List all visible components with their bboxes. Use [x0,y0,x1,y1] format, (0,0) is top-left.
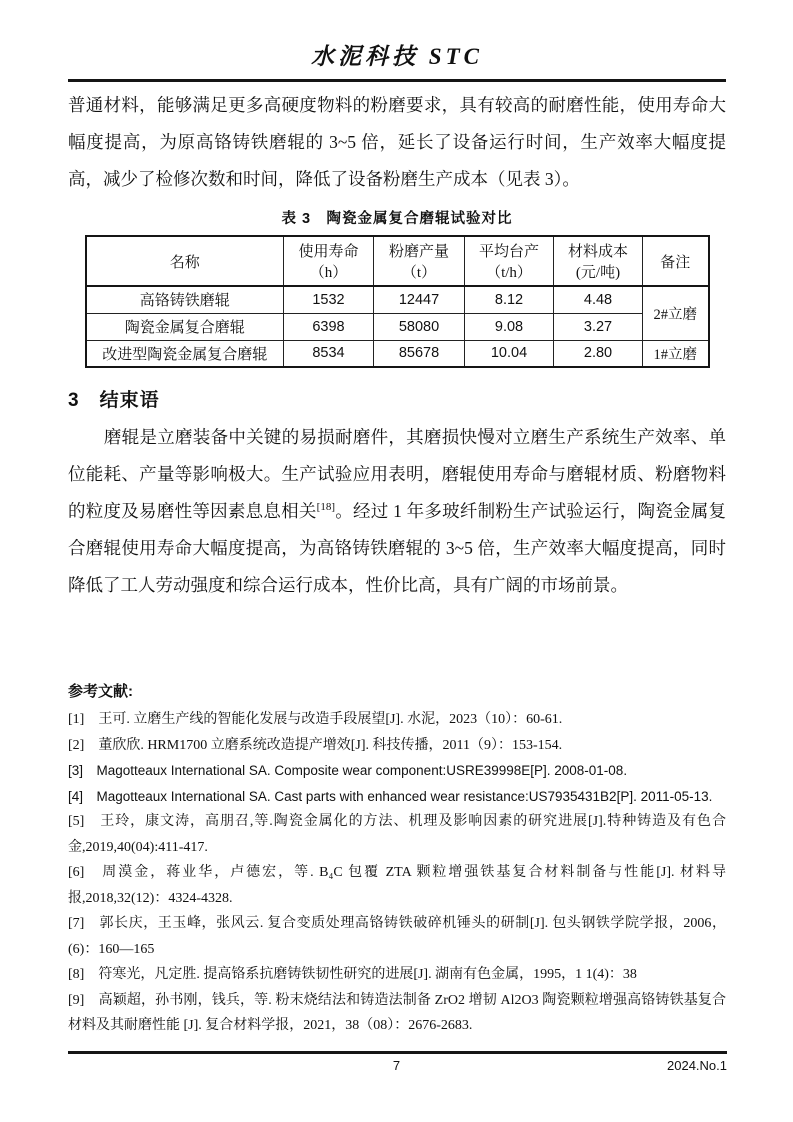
col-header-unit: （h） [309,265,348,281]
conclusion-paragraph [68,419,726,604]
cell-cost: 3.27 [554,313,643,340]
footer-rule [68,1051,727,1054]
cell-name: 改进型陶瓷金属复合磨辊 [86,340,284,367]
cell-life: 6398 [284,313,374,340]
cell-name: 高铬铸铁磨辊 [86,286,284,313]
table-header-row [86,236,709,286]
col-header-text: 使用寿命 [298,244,359,260]
cell-name: 陶瓷金属复合磨辊 [86,313,284,340]
reference-item: [9] 高颖超，孙书刚，钱兵，等. 粉末烧结法和铸造法制备 ZrO2 增韧 Al2O3 陶瓷颗粒增强高铬铸铁基复合材料及其耐磨性能 [J]. 复合材料学报，2021，38（08）：2676-2683. [68,992,726,1033]
journal-title: 水泥科技 STC [311,44,483,69]
reference-item: [8] 符寒光，凡定胜. 提高铬系抗磨铸铁韧性研究的进展[J]. 湖南有色金属，1995，1 1(4)：38 [68,967,637,982]
reference-item: [4] Magotteaux International SA. Cast parts with enhanced wear resistance:US7935431B2[P]. 2011-05-13. [68,788,713,804]
footer-issue-label: 2024.No.1 [667,1058,727,1073]
cell-life: 8534 [284,340,374,367]
col-header-life [284,236,374,286]
citation-superscript: [18] [316,501,335,514]
references-section [68,680,726,1039]
footer-page-number: 7 [392,1058,401,1073]
col-header-text: 备注 [660,254,691,271]
col-header-note [643,236,709,286]
cell-output: 12447 [374,286,465,313]
reference-item: [5] 王玲，康文涛，高朋召,等.陶瓷金属化的方法、机理及影响因素的研究进展[J].特种铸造及有色合金,2019,40(04):411-417. [68,814,726,855]
cell-output: 58080 [374,313,465,340]
reference-item: [1] 王可. 立磨生产线的智能化发展与改造手段展望[J]. 水泥，2023（10）：60-61. [68,712,563,727]
col-header-text: 粉磨产量 [388,244,449,260]
reference-item: [2] 董欣欣. HRM1700 立磨系统改造提产增效[J]. 科技传播，2011（9）：153-154. [68,737,563,753]
cell-note: 1#立磨 [643,340,709,367]
references-heading: 参考文献: [68,683,133,700]
col-header-output [374,236,465,286]
col-header-unit: （t） [401,265,437,281]
table-row [86,340,709,367]
intro-paragraph: 普通材料，能够满足更多高硬度物料的粉磨要求，具有较高的耐磨性能，使用寿命大幅度提高，为原高铬铸铁磨辊的 3~5 倍，延长了设备运行时间，生产效率大幅度提高，减少了检修次数和时间，降低了设备粉磨生产成本（见表 3）。 [68,95,726,189]
col-header-text: 材料成本 [567,244,628,260]
col-header-text: 名称 [169,254,200,271]
reference-item: [7] 郭长庆，王玉峰，张风云. 复合变质处理高铬铸铁破碎机锤头的研制[J]. 包头钢铁学院学报，2006，(6)：160—165 [68,916,726,957]
header-rule [68,79,726,82]
cell-output: 85678 [374,340,465,367]
cell-avg: 10.04 [465,340,554,367]
cell-cost: 4.48 [554,286,643,313]
section-heading-conclusion: 3 结束语 [68,390,160,411]
cell-avg: 9.08 [465,313,554,340]
reference-item: [6] 周漠金，蒋业华，卢德宏，等. B₄C 包覆 ZTA 颗粒增强铁基复合材料制备与性能[J]. 材料导报,2018,32(12)：4324-4328. [68,865,726,906]
cell-cost: 2.80 [554,340,643,367]
col-header-unit: （t/h） [486,265,532,281]
table-row [86,286,709,313]
conclusion-text-after: 。经过 1 年多玻纤制粉生产试验运行，陶瓷金属复合磨辊使用寿命大幅度提高，为高铬铸铁磨辊的 3~5 倍，生产效率大幅度提高，同时降低了工人劳动强度和综合运行成本，性价比高，具有广阔的市场前景。 [68,501,727,595]
table-row [86,313,709,340]
cell-life: 1532 [284,286,374,313]
col-header-text: 平均台产 [478,244,539,260]
reference-item: [3] Magotteaux International SA. Composite wear component:USRE39998E[P]. 2008-01-08. [68,763,628,778]
table-caption: 表 3 陶瓷金属复合磨辊试验对比 [281,211,513,227]
col-header-avg [465,236,554,286]
col-header-unit: (元/吨) [575,265,621,281]
conclusion-text-before: 磨辊是立磨装备中关键的易损耐磨件，其磨损快慢对立磨生产系统生产效率、单位能耗、产量等影响极大。生产试验应用表明，磨辊使用寿命与磨辊材质、粉磨物料的粒度及易磨性等因素息息相关 [68,427,726,521]
cell-note-merged: 2#立磨 [643,286,709,340]
comparison-table [85,235,710,368]
col-header-cost [554,236,643,286]
cell-avg: 8.12 [465,286,554,313]
col-header-name [86,236,284,286]
